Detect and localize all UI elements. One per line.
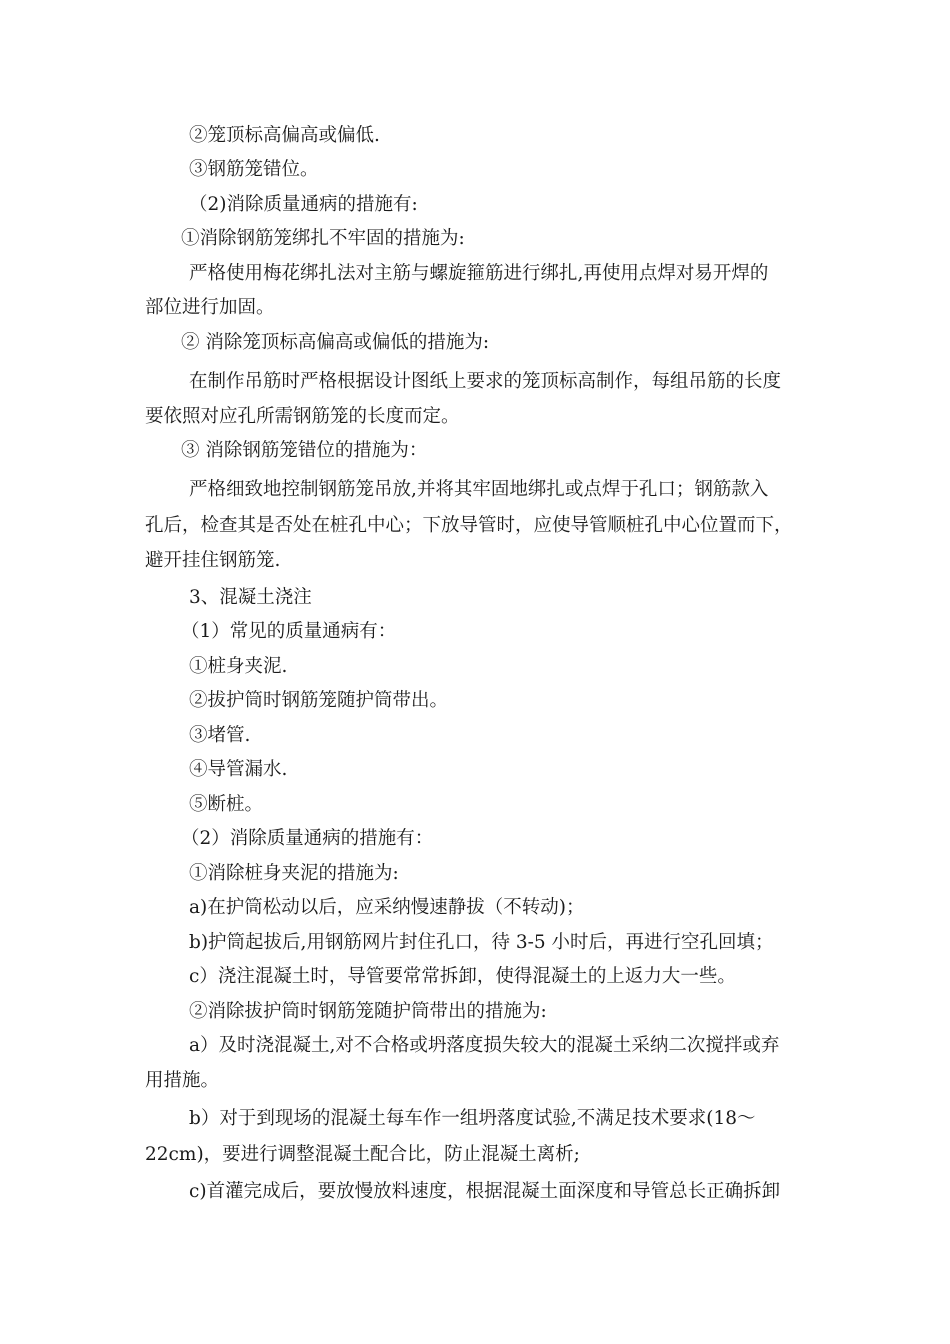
text-line: （2）消除质量通病的措施有： <box>181 828 434 849</box>
text-line: a）及时浇混凝土,对不合格或坍落度损失较大的混凝土采纳二次搅拌或弃 <box>189 1035 780 1056</box>
text-line: c）浇注混凝土时，导管要常常拆卸，使得混凝土的上返力大一些。 <box>189 966 736 987</box>
text-line: ② 消除笼顶标高偏高或偏低的措施为: <box>181 332 490 353</box>
text-line: ①消除桩身夹泥的措施为: <box>189 863 399 884</box>
text-line: 严格细致地控制钢筋笼吊放,并将其牢固地绑扎或点焊于孔口；钢筋款入 <box>189 479 769 500</box>
text-line: ②拔护筒时钢筋笼随护筒带出。 <box>189 690 449 711</box>
text-line: c)首灌完成后，要放慢放料速度，根据混凝土面深度和导管总长正确拆卸 <box>189 1181 781 1202</box>
text-line: ②笼顶标高偏高或偏低. <box>189 125 380 146</box>
text-line: ③钢筋笼错位。 <box>189 159 319 180</box>
text-line: ③ 消除钢筋笼错位的措施为： <box>181 440 428 461</box>
text-line: ①桩身夹泥. <box>189 656 288 677</box>
text-line: b）对于到现场的混凝土每车作一组坍落度试验,不满足技术要求(18～ <box>189 1108 756 1129</box>
text-line: a)在护筒松动以后，应采纳慢速静拔（不转动)； <box>189 897 585 918</box>
section-heading: 3、混凝土浇注 <box>189 587 312 608</box>
text-line: ②消除拔护筒时钢筋笼随护筒带出的措施为: <box>189 1001 547 1022</box>
text-line: 在制作吊筋时严格根据设计图纸上要求的笼顶标高制作，每组吊筋的长度 <box>189 371 782 392</box>
text-line: 孔后，检查其是否处在桩孔中心；下放导管时，应使导管顺桩孔中心位置而下， <box>145 515 793 536</box>
text-line: 部位进行加固。 <box>145 297 275 318</box>
text-line: 避开挂住钢筋笼. <box>145 550 281 571</box>
text-line: 22cm)，要进行调整混凝土配合比，防止混凝土离析; <box>145 1144 580 1165</box>
text-line: ①消除钢筋笼绑扎不牢固的措施为: <box>181 228 465 249</box>
text-line: 要依照对应孔所需钢筋笼的长度而定。 <box>145 406 460 427</box>
text-line: （2)消除质量通病的措施有: <box>189 194 418 215</box>
text-line: ④导管漏水. <box>189 759 288 780</box>
text-line: 用措施。 <box>145 1070 220 1091</box>
text-line: ⑤断桩。 <box>189 794 264 815</box>
text-line: b)护筒起拔后,用钢筋网片封住孔口，待 3-5 小时后，再进行空孔回填； <box>189 932 774 953</box>
text-line: ③堵管. <box>189 725 251 746</box>
text-line: 严格使用梅花绑扎法对主筋与螺旋箍筋进行绑扎,再使用点焊对易开焊的 <box>189 263 769 284</box>
text-line: （1）常见的质量通病有： <box>181 621 397 642</box>
